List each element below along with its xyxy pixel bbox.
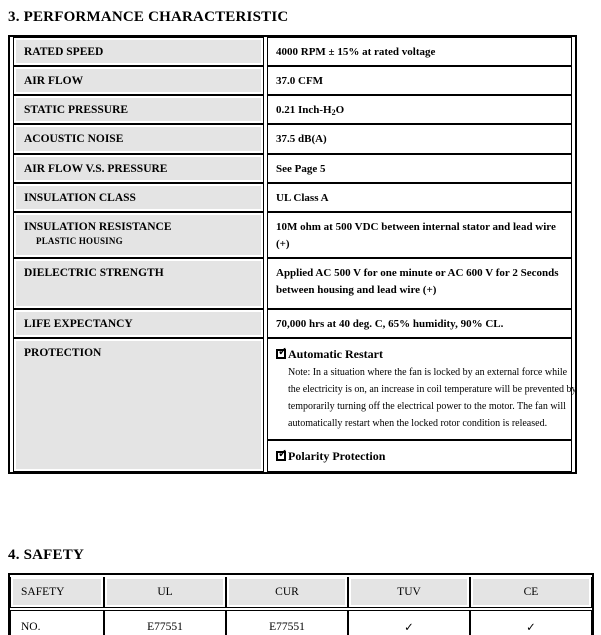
safety-row-label: NO. — [10, 610, 104, 635]
spec-label-acoustic-noise: ACOUSTIC NOISE — [13, 124, 264, 153]
safety-value-cur: E77551 — [226, 610, 348, 635]
safety-section-title: 4. SAFETY — [8, 546, 84, 563]
protection-item-title — [276, 345, 567, 364]
safety-header-safety: SAFETY — [10, 577, 104, 608]
spec-value-rated-speed: 4000 RPM ± 15% at rated voltage — [267, 37, 572, 66]
spec-value-air-flow: 37.0 CFM — [267, 66, 572, 95]
spec-label-insulation-class: INSULATION CLASS — [13, 183, 264, 212]
check-icon: ✓ — [278, 346, 288, 359]
subscript-text: 2 — [331, 108, 336, 118]
spec-value-protection-polarity — [267, 440, 572, 472]
protection-note: Note: In a situation where the fan is locked by an external force while the electricity is on, an increase in coil temperature will be prevented by temporarily turning off the electrical power to the motor. The fan will automatically restart when the locked rotor condition is released. — [288, 367, 577, 429]
table-row — [13, 95, 572, 124]
spec-value-life-expectancy: 70,000 hrs at 40 deg. C, 65% humidity, 90% CL. — [267, 309, 572, 338]
safety-header-ce: CE — [470, 577, 592, 608]
spec-label-static-pressure: STATIC PRESSURE — [13, 95, 264, 124]
safety-header-row — [10, 577, 592, 608]
safety-table — [8, 573, 594, 635]
check-icon: ✓ — [348, 610, 470, 635]
spec-label-insulation-resistance — [13, 212, 264, 258]
value-text: O — [335, 104, 345, 117]
table-row — [13, 309, 572, 338]
protection-item-title — [276, 447, 567, 466]
spec-value-insulation-class: UL Class A — [267, 183, 572, 212]
spec-label-airflow-vs-pressure: AIR FLOW V.S. PRESSURE — [13, 154, 264, 183]
checked-checkbox-icon — [276, 346, 288, 359]
table-row — [13, 124, 572, 153]
safety-value-ul: E77551 — [104, 610, 226, 635]
check-icon: ✓ — [278, 448, 288, 461]
spec-label-air-flow: AIR FLOW — [13, 66, 264, 95]
performance-section-title: 3. PERFORMANCE CHARACTERISTIC — [8, 9, 289, 25]
spec-label-rated-speed: RATED SPEED — [13, 37, 264, 66]
table-row — [13, 212, 572, 258]
check-icon: ✓ — [470, 610, 592, 635]
safety-data-row — [10, 610, 592, 635]
table-row — [13, 154, 572, 183]
spec-value-dielectric-strength: Applied AC 500 V for one minute or AC 600 V for 2 Seconds between housing and lead wire (+) — [267, 258, 572, 309]
protection-item-label: Automatic Restart — [288, 346, 383, 361]
label-text: INSULATION RESISTANCE — [24, 220, 172, 233]
table-row — [13, 66, 572, 95]
safety-header-cur: CUR — [226, 577, 348, 608]
table-row — [13, 338, 572, 440]
performance-table — [8, 35, 577, 474]
spec-value-static-pressure — [267, 95, 572, 124]
spec-value-acoustic-noise: 37.5 dB(A) — [267, 124, 572, 153]
safety-header-tuv: TUV — [348, 577, 470, 608]
table-row — [13, 258, 572, 309]
spec-label-dielectric-strength: DIELECTRIC STRENGTH — [13, 258, 264, 309]
spec-label-life-expectancy: LIFE EXPECTANCY — [13, 309, 264, 338]
safety-section — [8, 547, 601, 635]
spec-value-protection-automatic-restart — [267, 338, 577, 440]
spec-value-insulation-resistance: 10M ohm at 500 VDC between internal stator and lead wire (+) — [267, 212, 572, 258]
safety-header-ul: UL — [104, 577, 226, 608]
table-row — [13, 37, 572, 66]
label-subtext: PLASTIC HOUSING — [36, 236, 123, 246]
value-text: 0.21 Inch-H — [276, 104, 332, 117]
spec-value-airflow-vs-pressure: See Page 5 — [267, 154, 572, 183]
table-row — [13, 183, 572, 212]
spec-label-protection: PROTECTION — [13, 338, 264, 472]
checked-checkbox-icon — [276, 448, 288, 461]
protection-item-label: Polarity Protection — [288, 448, 386, 463]
